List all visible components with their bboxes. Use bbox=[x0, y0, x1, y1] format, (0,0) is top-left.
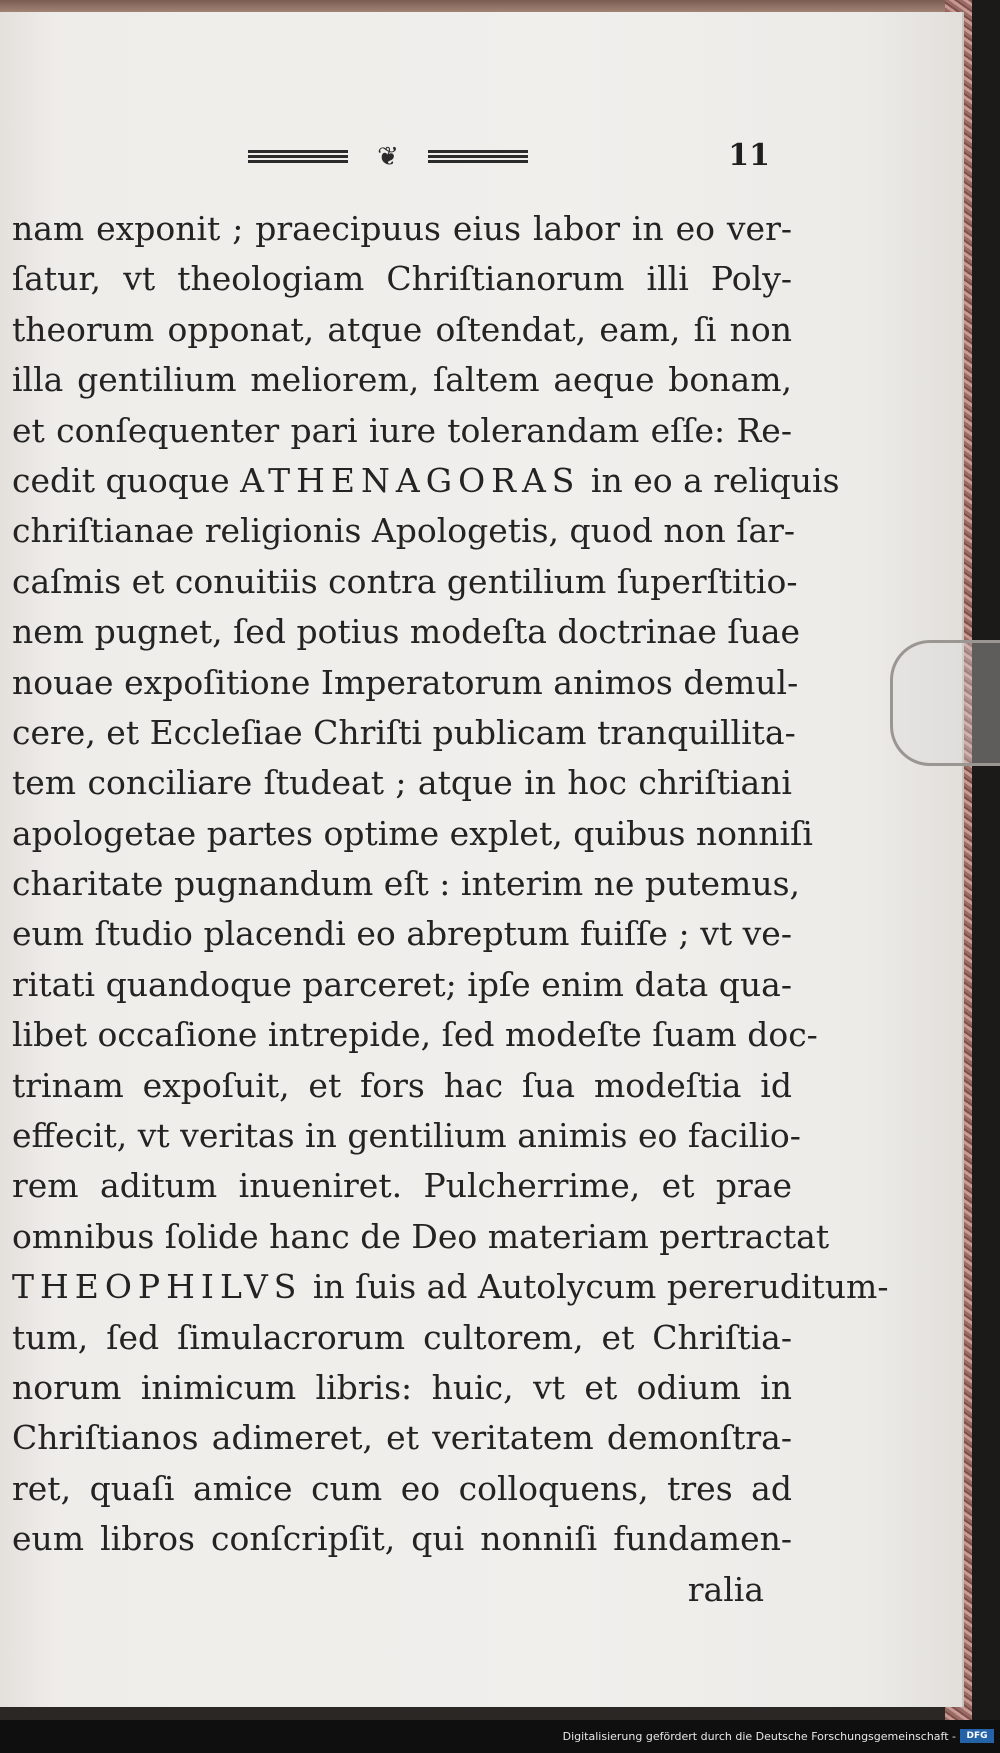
text-segment: apologetae partes optime explet, quibus nonniſi bbox=[12, 813, 813, 853]
text-line bbox=[12, 708, 796, 758]
catchword: ralia bbox=[687, 1569, 764, 1609]
text-segment: ret, quaſi amice cum eo colloquens, tres ad bbox=[12, 1468, 792, 1508]
text-line bbox=[12, 1161, 792, 1211]
text-segment: in ſuis ad Autolycum pereruditum- bbox=[302, 1267, 889, 1307]
text-line bbox=[12, 406, 792, 456]
name-small-caps: THEOPHILVS bbox=[12, 1267, 303, 1307]
text-segment: eum libros conſcripſit, qui nonniſi fundamen- bbox=[12, 1519, 792, 1559]
text-segment: rem aditum inueniret. Pulcherrime, et prae bbox=[12, 1166, 792, 1206]
text-line bbox=[12, 1313, 792, 1363]
scan-background bbox=[972, 0, 1000, 1720]
text-segment: illa gentilium meliorem, ſaltem aeque bonam, bbox=[12, 360, 792, 400]
text-segment: trinam expoſuit, et fors hac ſua modeſtia id bbox=[12, 1065, 792, 1105]
text-line bbox=[12, 1413, 792, 1463]
text-segment: cedit quoque bbox=[12, 460, 241, 500]
text-segment: chriſtianae religionis Apologetis, quod non ſar- bbox=[12, 511, 796, 551]
text-line bbox=[12, 1212, 830, 1262]
page-clip bbox=[890, 640, 1000, 766]
text-line bbox=[12, 1061, 792, 1111]
text-segment: cere, et Eccleſiae Chriſti publicam tranquillita- bbox=[12, 712, 796, 752]
text-segment: Chriſtianos adimeret, et veritatem demonſtra- bbox=[12, 1418, 792, 1458]
ornament-rule-left bbox=[248, 150, 348, 164]
body-text bbox=[12, 204, 889, 1615]
text-line bbox=[12, 557, 798, 607]
book-page bbox=[0, 12, 964, 1707]
text-line bbox=[12, 254, 792, 304]
text-line bbox=[12, 909, 792, 959]
text-line bbox=[12, 1111, 801, 1161]
text-line bbox=[12, 305, 792, 355]
text-segment: tem conciliare ſtudeat ; atque in hoc chriſtiani bbox=[12, 763, 792, 803]
text-segment: charitate pugnandum eſt : interim ne putemus, bbox=[12, 864, 801, 904]
ornament-icon: ❦ bbox=[377, 142, 399, 172]
text-line bbox=[12, 1262, 889, 1312]
page-number: 11 bbox=[728, 138, 770, 173]
text-segment: effecit, vt veritas in gentilium animis eo facilio- bbox=[12, 1116, 801, 1156]
text-segment: in eo a reliquis bbox=[580, 460, 840, 500]
text-segment: nouae expoſitione Imperatorum animos demul- bbox=[12, 662, 799, 702]
text-segment: caſmis et conuitiis contra gentilium ſuperſtitio- bbox=[12, 561, 798, 601]
text-segment: theorum opponat, atque oſtendat, eam, ſi non bbox=[12, 309, 792, 349]
text-line bbox=[12, 960, 792, 1010]
text-segment: libet occaſione intrepide, ſed modeſte ſuam doc- bbox=[12, 1015, 818, 1055]
name-small-caps: ATHENAGORAS bbox=[240, 460, 581, 500]
text-line bbox=[12, 506, 796, 556]
text-line bbox=[12, 204, 792, 254]
text-line bbox=[12, 1514, 792, 1564]
text-segment: ritati quandoque parceret; ipſe enim data qua- bbox=[12, 964, 792, 1004]
text-line bbox=[12, 809, 813, 859]
text-segment: nam exponit ; praecipuus eius labor in eo ver- bbox=[12, 209, 792, 248]
header-ornament bbox=[248, 142, 528, 172]
text-line bbox=[12, 859, 801, 909]
text-line bbox=[12, 607, 801, 657]
text-segment: et conſequenter pari iure tolerandam eſſe: Re- bbox=[12, 410, 792, 450]
text-segment: eum ſtudio placendi eo abreptum fuiſſe ; vt ve- bbox=[12, 914, 792, 954]
text-segment: tum, ſed ſimulacrorum cultorem, et Chriſtia- bbox=[12, 1317, 792, 1357]
text-line bbox=[12, 1363, 792, 1413]
text-line bbox=[12, 1464, 792, 1514]
footer-bar bbox=[0, 1720, 1000, 1753]
text-segment: ſatur, vt theologiam Chriſtianorum illi Poly- bbox=[12, 259, 792, 299]
text-line bbox=[12, 1010, 818, 1060]
text-line bbox=[12, 758, 792, 808]
text-segment: omnibus ſolide hanc de Deo materiam pertractat bbox=[12, 1216, 830, 1256]
text-segment: nem pugnet, ſed potius modeſta doctrinae ſuae bbox=[12, 612, 801, 652]
text-line bbox=[12, 658, 799, 708]
text-segment: norum inimicum libris: huic, vt et odium in bbox=[12, 1367, 792, 1407]
funding-credit: Digitalisierung gefördert durch die Deutsche Forschungsgemeinschaft - bbox=[562, 1730, 956, 1743]
dfg-logo-icon: DFG bbox=[960, 1729, 994, 1743]
text-line bbox=[12, 355, 792, 405]
text-line bbox=[12, 456, 840, 506]
ornament-rule-right bbox=[428, 150, 528, 164]
